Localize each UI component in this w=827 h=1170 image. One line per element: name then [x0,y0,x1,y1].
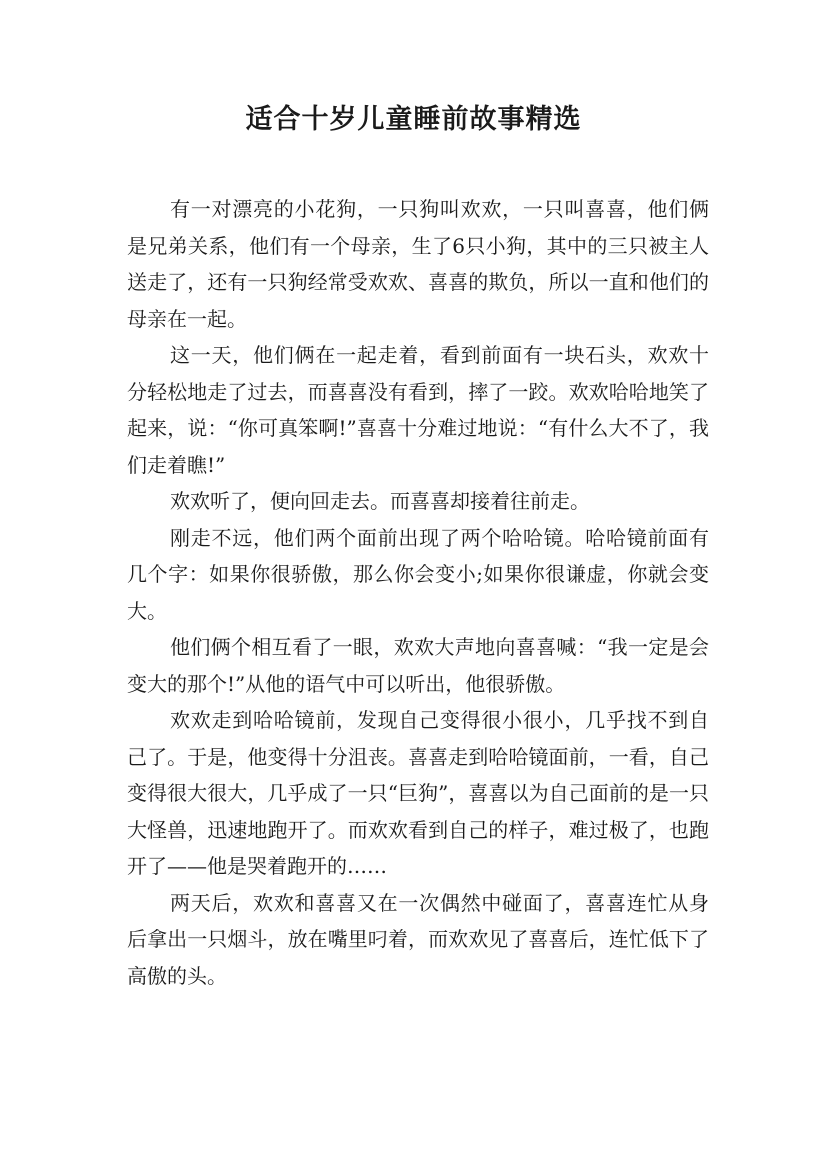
paragraph-1: 有一对漂亮的小花狗，一只狗叫欢欢，一只叫喜喜，他们俩是兄弟关系，他们有一个母亲，生了6只小狗，其中的三只被主人送走了，还有一只狗经常受欢欢、喜喜的欺负，所以一直和他们的母亲在一起。 [127,197,709,331]
paragraph-5: 他们俩个相互看了一眼，欢欢大声地向喜喜喊：“我一定是会变大的那个!”从他的语气中可以听出，他很骄傲。 [127,635,709,696]
paragraph-4: 刚走不远，他们两个面前出现了两个哈哈镜。哈哈镜前面有几个字：如果你很骄傲，那么你会变小;如果你很谦虚，你就会变大。 [127,525,709,623]
paragraph-6: 欢欢走到哈哈镜前，发现自己变得很小很小，几乎找不到自己了。于是，他变得十分沮丧。喜喜走到哈哈镜面前，一看，自己变得很大很大，几乎成了一只“巨狗”，喜喜以为自己面前的是一只大怪兽，迅速地跑开了。而欢欢看到自己的样子，难过极了，也跑开了——他是哭着跑开的…… [127,708,709,878]
paragraph-3: 欢欢听了，便向回走去。而喜喜却接着往前走。 [170,489,590,513]
paragraph-2: 这一天，他们俩在一起走着，看到前面有一块石头，欢欢十分轻松地走了过去，而喜喜没有看到，摔了一跤。欢欢哈哈地笑了起来，说：“你可真笨啊!”喜喜十分难过地说：“有什么大不了，我们走着瞧!” [127,343,709,477]
paragraph-7: 两天后，欢欢和喜喜又在一次偶然中碰面了，喜喜连忙从身后拿出一只烟斗，放在嘴里叼着，而欢欢见了喜喜后，连忙低下了高傲的头。 [127,890,709,988]
document-title: 适合十岁儿童睡前故事精选 [245,104,582,135]
story-body [127,191,709,994]
